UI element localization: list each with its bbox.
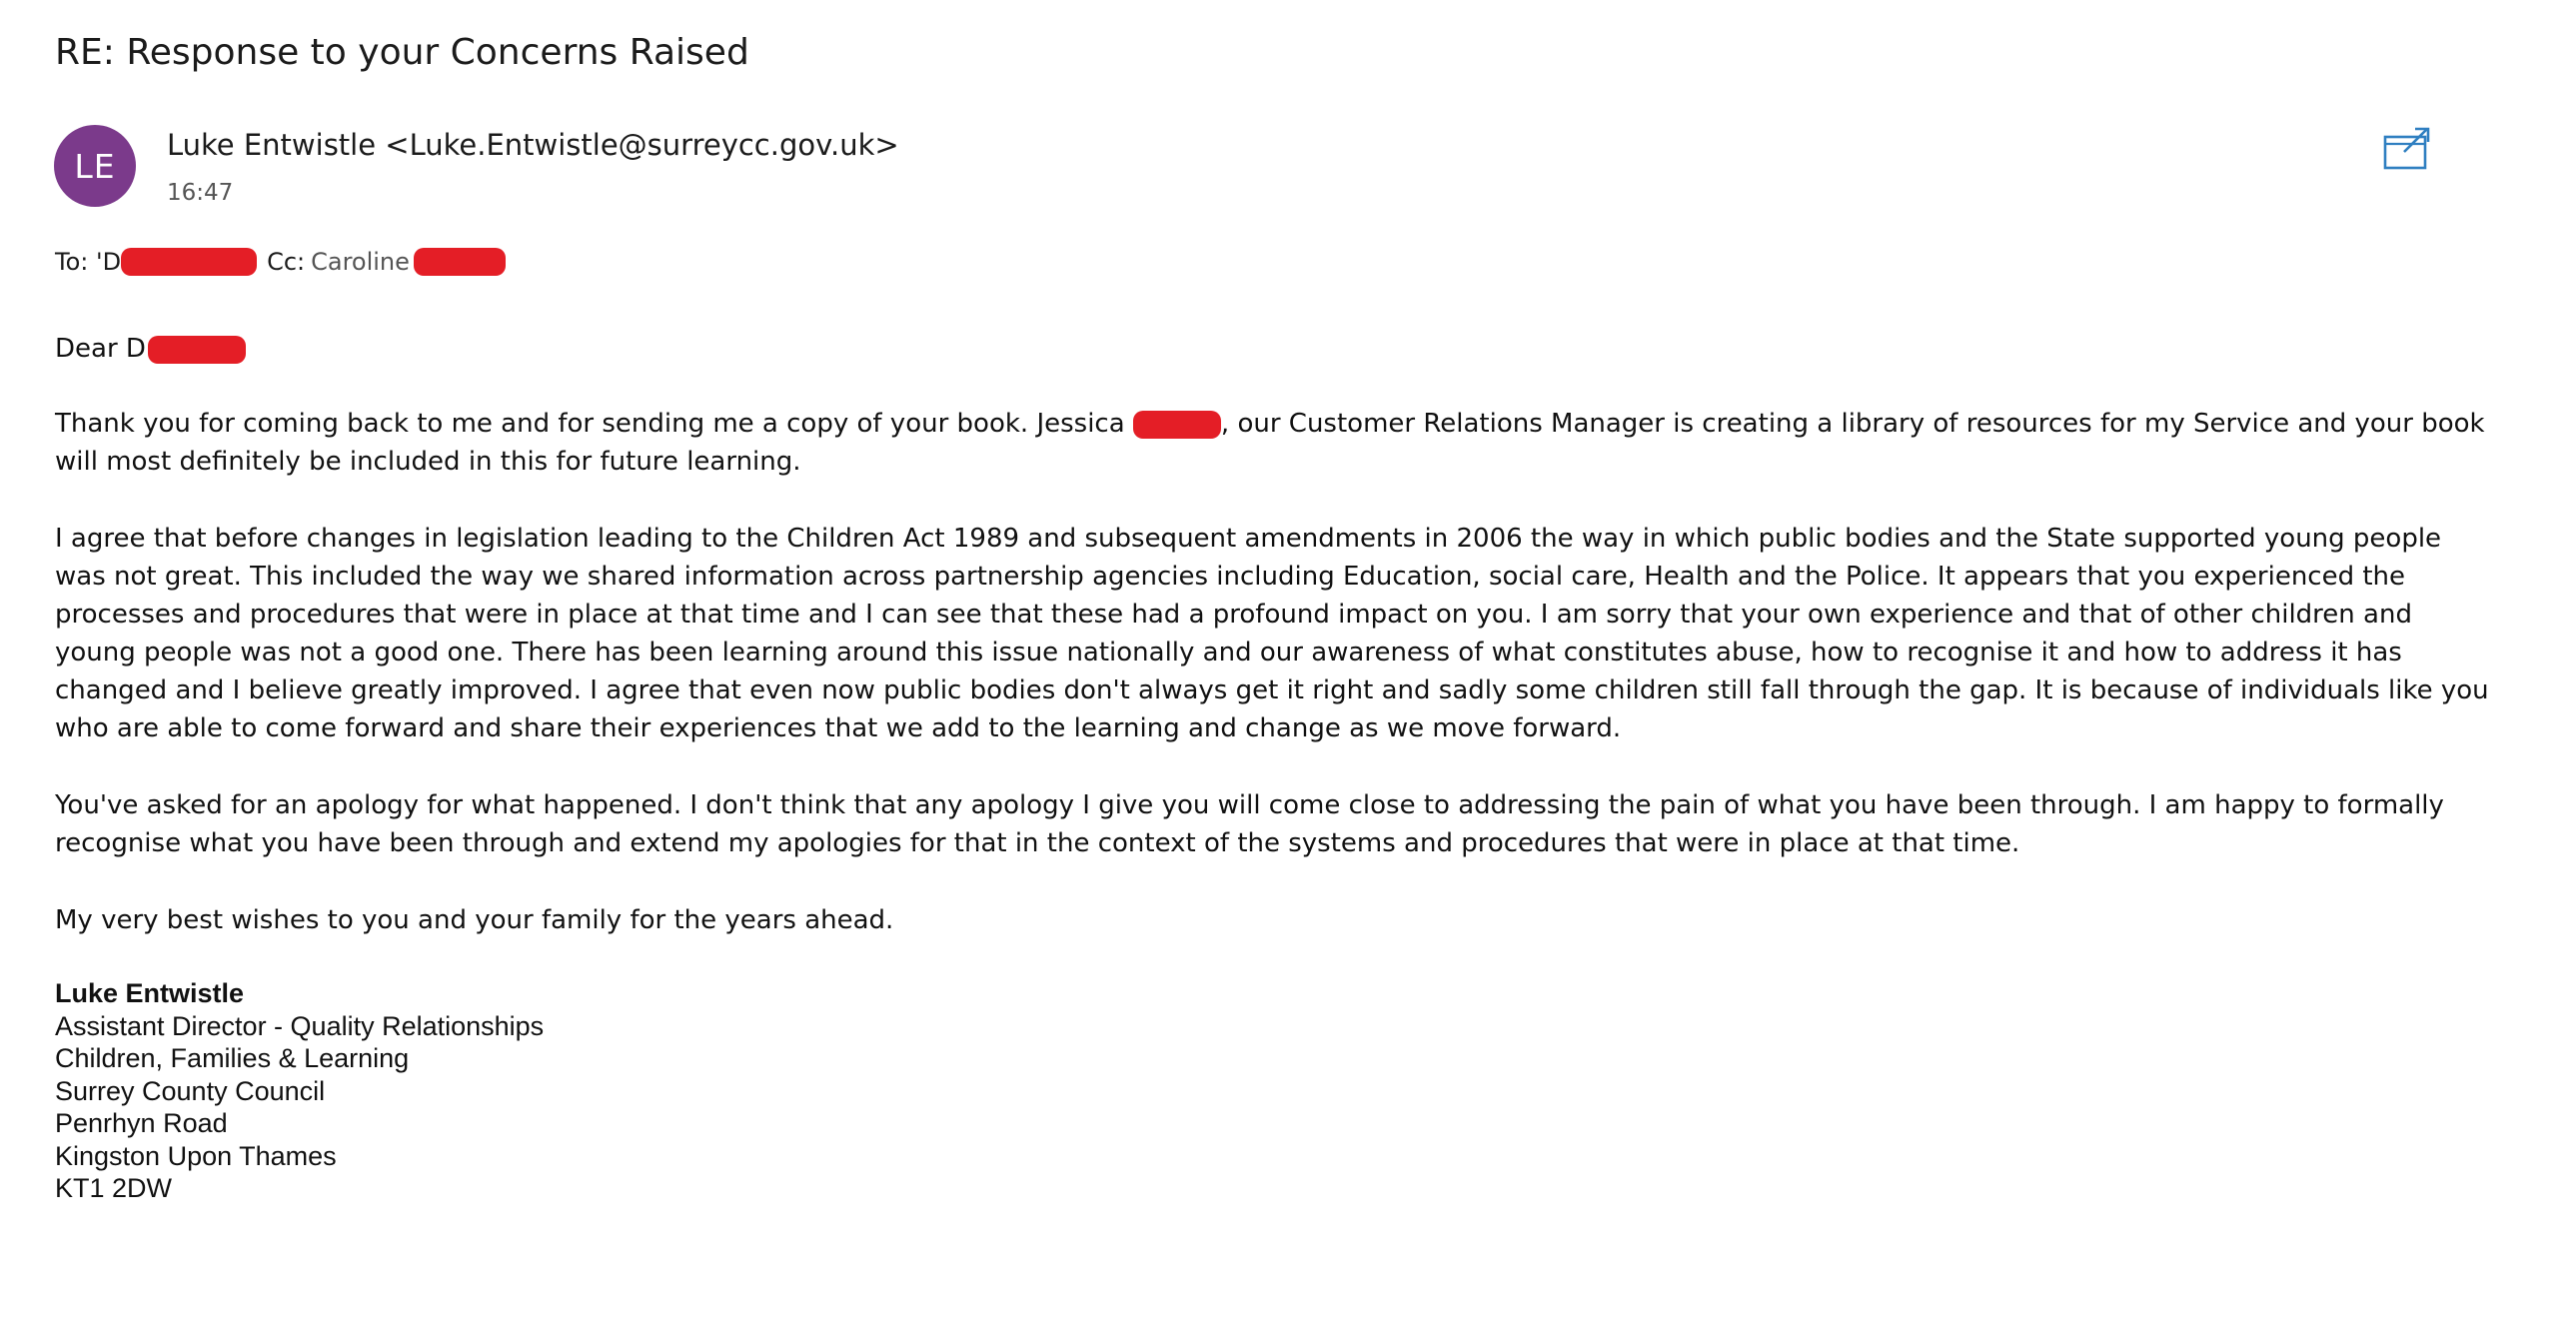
email-signature xyxy=(55,977,544,1205)
sender-name-address[interactable]: Luke Entwistle <Luke.Entwistle@surreycc.gov.uk> xyxy=(167,128,899,162)
signature-org: Surrey County Council xyxy=(55,1075,326,1106)
redaction-to xyxy=(121,248,257,276)
signature-address-2: Kingston Upon Thames xyxy=(55,1140,337,1171)
email-subject: RE: Response to your Concerns Raised xyxy=(55,32,749,73)
signature-department: Children, Families & Learning xyxy=(55,1043,410,1073)
para1-text-b: , our Customer Relations Manager is creating a library of resources for my Service and your book will most definitely be included in this for future learning. xyxy=(55,409,2485,477)
cc-label: Cc: xyxy=(267,248,306,276)
signature-title: Assistant Director - Quality Relationships xyxy=(55,1010,545,1041)
sent-time: 16:47 xyxy=(167,180,234,206)
avatar-initials: LE xyxy=(74,146,116,186)
body-paragraph-1 xyxy=(55,405,2493,481)
para3-text: You've asked for an apology for what happened. I don't think that any apology I give you will come close to addressing the pain of what you have been through. I am happy to formally recognise what you have been through and extend my apologies for that in the context of the systems and procedures that were in place at that time. xyxy=(55,790,2444,858)
body-paragraph-3 xyxy=(55,786,2493,862)
greeting-text: Dear D xyxy=(55,334,146,364)
greeting xyxy=(55,330,2493,368)
cropped-top-edge xyxy=(0,0,2576,6)
recipients-line xyxy=(55,248,506,276)
signature-name: Luke Entwistle xyxy=(55,978,245,1008)
open-in-new-window-icon xyxy=(2382,126,2432,172)
body-paragraph-2 xyxy=(55,520,2493,747)
signature-address-1: Penrhyn Road xyxy=(55,1108,228,1138)
para2-text: I agree that before changes in legislation leading to the Children Act 1989 and subsequent amendments in 2006 the way in which public bodies and the State supported young people was not great. This included the way we shared information across partnership agencies including Education, social care, Health and the Police. It appears that you experienced the processes and procedures that were in place at that time and I can see that these had a profound impact on you. I am sorry that your own experience and that of other children and young people was not a good one. There has been learning around this issue nationally and our awareness of what constitutes abuse, how to recognise it and how to address it has changed and I believe greatly improved. I agree that even now public bodies don't always get it right and sadly some children still fall through the gap. It is because of individuals like you who are able to come forward and share their experiences that we add to the learning and change as we move forward. xyxy=(55,524,2489,743)
para4-text: My very best wishes to you and your family for the years ahead. xyxy=(55,905,894,935)
redaction-jessica xyxy=(1133,411,1221,439)
body-paragraph-4 xyxy=(55,901,2493,939)
redaction-greeting xyxy=(148,336,246,364)
sender-avatar xyxy=(54,125,136,207)
redaction-cc xyxy=(414,248,506,276)
signature-postcode: KT1 2DW xyxy=(55,1173,173,1203)
cc-recipient[interactable]: Caroline xyxy=(311,248,410,276)
to-label: To: 'D xyxy=(55,248,122,276)
popout-button[interactable] xyxy=(2382,126,2432,172)
para1-text-a: Thank you for coming back to me and for sending me a copy of your book. Jessica xyxy=(55,409,1133,439)
